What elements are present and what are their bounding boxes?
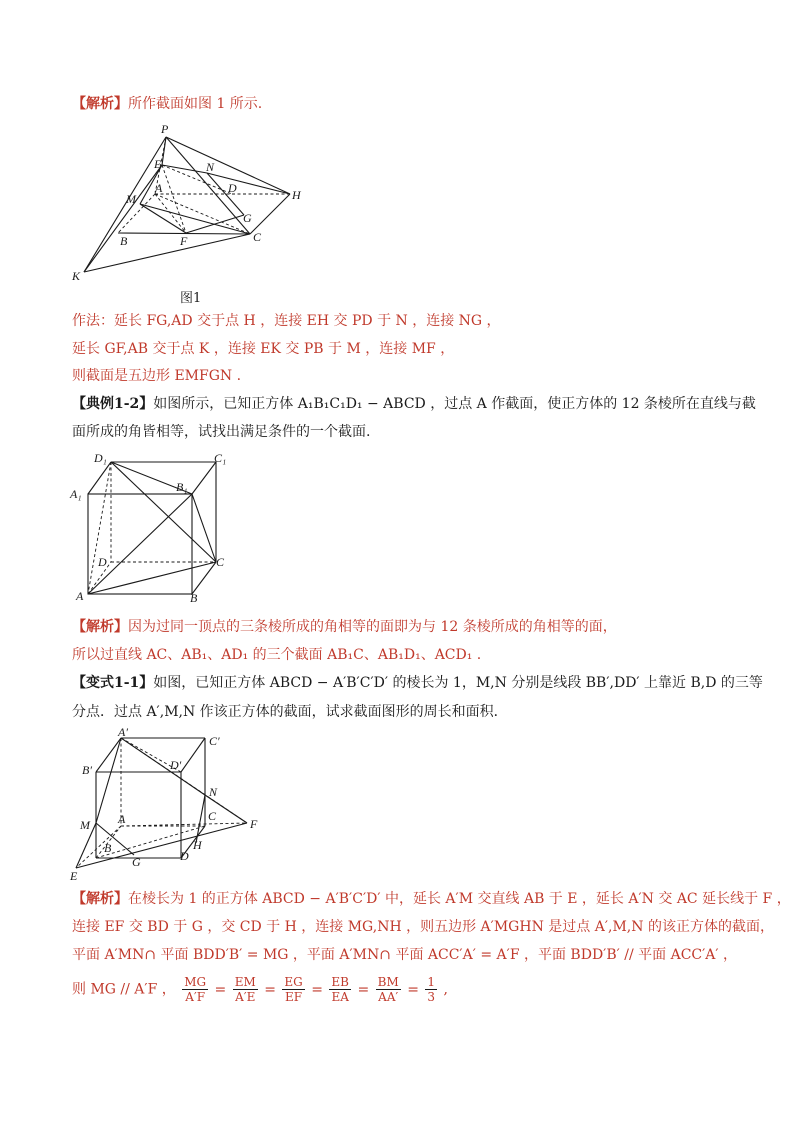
solution-3-line-4-prefix: 则 MG // A′F ， <box>72 981 176 998</box>
label-C-prime: C′ <box>209 734 220 748</box>
solution-tag: 【解析】 <box>72 619 128 635</box>
solution-2-line-2: 所以过直线 AC、AB₁、AD₁ 的三个截面 AB₁C、AB₁D₁、ACD₁ . <box>72 647 482 663</box>
label-A1: A₁ <box>70 487 82 501</box>
label-A: A <box>76 589 84 603</box>
label-N: N <box>209 785 218 799</box>
figure-1-caption: 图1 <box>180 291 202 306</box>
label-D-prime: D′ <box>170 758 182 772</box>
fraction-denominator: AA′ <box>378 990 399 1004</box>
solution-tag: 【解析】 <box>72 891 128 907</box>
equals-sign: = <box>259 981 281 998</box>
fraction-numerator: MG <box>184 975 207 989</box>
fraction-denominator: 3 <box>427 990 436 1004</box>
label-M: M <box>80 818 90 832</box>
equals-sign: = <box>306 981 328 998</box>
label-B: B <box>104 841 112 855</box>
label-D: D <box>228 181 237 195</box>
solution-3-line-4-suffix: , <box>443 981 448 998</box>
fraction-numerator: EB <box>331 975 349 989</box>
example-text-1: 如图所示，已知正方体 A₁B₁C₁D₁ − ABCD ，过点 A 作截面，使正方体的 12 条棱所在直线与截 <box>153 396 756 412</box>
solution-3-line-4 <box>72 975 448 1004</box>
solution-3-line-3: 平面 A′MN∩ 平面 BDD′B′ = MG ，平面 A′MN∩ 平面 ACC′A′ = A′F ，平面 BDD′B′ // 平面 ACC′A′ ， <box>72 947 738 963</box>
fraction <box>329 975 351 1004</box>
label-P: P <box>161 122 169 136</box>
label-C: C <box>216 555 225 569</box>
label-D: D <box>180 849 189 863</box>
label-C1: C₁ <box>214 451 227 465</box>
method-line-2: 延长 GF,AB 交于点 K ，连接 EK 交 PB 于 M ，连接 MF ， <box>72 341 455 357</box>
method-line-3: 则截面是五边形 EMFGN . <box>72 368 242 384</box>
label-G: G <box>243 211 252 225</box>
label-N: N <box>206 160 215 174</box>
fraction-denominator: EA <box>331 990 349 1004</box>
solution-tag: 【解析】 <box>72 96 128 112</box>
label-F: F <box>250 817 258 831</box>
fraction <box>376 975 401 1004</box>
fraction <box>282 975 304 1004</box>
fraction <box>182 975 208 1004</box>
equals-sign: = <box>353 981 374 998</box>
label-B-prime: B′ <box>82 763 92 777</box>
label-E: E <box>154 157 162 171</box>
example-1-2-line-2: 面所成的角皆相等，试找出满足条件的一个截面. <box>72 424 371 440</box>
label-G: G <box>132 855 141 869</box>
label-A-prime: A′ <box>118 725 128 739</box>
label-B: B <box>190 591 198 605</box>
variant-tag: 【变式1-1】 <box>72 675 154 691</box>
variant-text-1: 如图，已知正方体 ABCD − A′B′C′D′ 的棱长为 1，M,N 分别是线段 BB′,DD′ 上靠近 B,D 的三等 <box>153 675 763 691</box>
label-H: H <box>292 188 301 202</box>
label-E: E <box>70 869 78 883</box>
solution-2-text-1: 因为过同一顶点的三条棱所成的角相等的面即为与 12 条棱所成的角相等的面， <box>128 619 617 635</box>
fraction-denominator: A′E <box>235 990 256 1004</box>
label-C: C <box>208 809 217 823</box>
label-M: M <box>126 192 136 206</box>
label-A: A <box>118 812 126 826</box>
solution-3-line-2: 连接 EF 交 BD 于 G ，交 CD 于 H ，连接 MG,NH ，则五边形 A′MGHN 是过点 A′,M,N 的该正方体的截面， <box>72 919 774 935</box>
label-C: C <box>253 230 262 244</box>
equals-sign: = <box>210 981 231 998</box>
label-D: D <box>98 555 107 569</box>
ratio-chain <box>180 975 439 1004</box>
example-tag: 【典例1-2】 <box>72 396 154 412</box>
fraction-numerator: BM <box>377 975 399 989</box>
variant-1-1-line-2: 分点．过点 A′,M,N 作该正方体的截面，试求截面图形的周长和面积． <box>72 704 508 720</box>
label-B: B <box>120 234 128 248</box>
label-H: H <box>193 838 202 852</box>
fraction-numerator: EM <box>234 975 256 989</box>
fraction-denominator: EF <box>285 990 303 1004</box>
label-B1: B₁ <box>176 480 188 494</box>
solution-text: 所作截面如图 1 所示. <box>128 96 263 112</box>
label-K: K <box>72 269 81 283</box>
fraction-denominator: A′F <box>185 990 206 1004</box>
label-F: F <box>180 234 188 248</box>
label-D1: D₁ <box>94 451 107 465</box>
solution-3-text-1: 在棱长为 1 的正方体 ABCD − A′B′C′D′ 中，延长 A′M 交直线 AB 于 E ，延长 A′N 交 AC 延长线于 F ， <box>128 891 791 907</box>
fraction <box>233 975 258 1004</box>
method-line-1: 作法：延长 FG,AD 交于点 H ，连接 EH 交 PD 于 N ，连接 NG ， <box>72 313 501 329</box>
label-A: A <box>155 181 163 195</box>
fraction-numerator: EG <box>284 975 303 989</box>
fraction <box>425 975 437 1004</box>
solution-3-line-1 <box>72 889 791 909</box>
equals-sign: = <box>402 981 424 998</box>
fraction-numerator: 1 <box>427 975 436 989</box>
